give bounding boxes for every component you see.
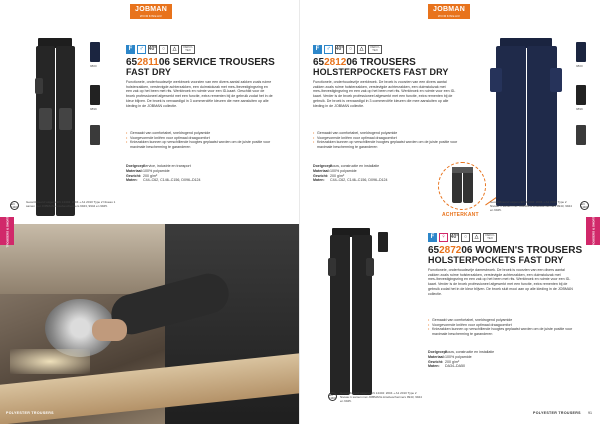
thumb-black[interactable] [576, 85, 586, 105]
certification-note: Gecertificeerd volgens EN 14404: 2004 + A1 2010 Type 2 Niveau 1 samen met JOBMANs kniebeschermers 9943, 9944 en 9945. [490, 200, 572, 212]
wash-icon: 40° [335, 46, 344, 52]
product-description: Functionele, onderhoudsvrije werkbroek voorzien van een divers aantal zakken zoals ruime holsterzakken, verstevigde achterzakken, een duimstokzak met mes-/bevestigingsring en een zak op het been met rits. Werkbroek en ruimte voor een ID-kaart. Geschikt voor de broek professioneel afgewerkt met een functie, extra rementen bij de gebruik zodat het in de kleur blijven. De broek is vervaardigd in 3 commerciële kleuren die mee aansluiten op alle kleding in de JOBMAN collectie. [126, 80, 273, 108]
brand-name: JOBMAN [433, 6, 466, 13]
certificate-icon: OEKO-TEX [368, 45, 382, 54]
list-item: • Voorgevormde kniëen voor optimaal draagcomfort [313, 136, 459, 141]
back-view-image [438, 162, 486, 210]
list-item: • Gemaakt van comfortabel, sneldrogend polyamide [428, 318, 574, 323]
spec-row: Doelgroep: Bouw, constructie en installatie [428, 350, 495, 354]
spec-table [428, 350, 494, 369]
footer-section-right: POLYESTER TROUSERS [533, 411, 581, 415]
thumb-label: 9800 [90, 64, 97, 68]
product-image-service-trousers [32, 38, 78, 216]
male-icon: ♂ [137, 45, 146, 54]
thumb-navy[interactable] [90, 42, 100, 62]
spec-table [313, 164, 388, 183]
spec-row: Gewicht: 200 g/m² [126, 173, 158, 178]
dry-icon: ○ [159, 45, 168, 54]
fabric-icon: F [428, 233, 437, 242]
feature-list [428, 318, 574, 337]
feature-icons [313, 44, 382, 54]
thumb-label: 9899 [90, 107, 97, 111]
list-item: • Kniezakken kunnen op verschillende hoogtes geplaatst worden om de juiste positie voor maximale bescherming te garanderen [428, 327, 574, 336]
spec-row: Materiaal: 100% polyamide [313, 168, 357, 173]
thumb-grey[interactable] [90, 125, 100, 145]
work-photo [0, 224, 300, 424]
product-subtitle: HOLSTERPOCKETS FAST DRY [428, 255, 564, 265]
male-icon: ♂ [324, 45, 333, 54]
spec-row: Maten: C44–C62, C146–C156, D096–D124 [313, 178, 388, 183]
spec-row: Gewicht: 200 g/m² [428, 359, 460, 364]
spec-row: Doelgroep: Bouw, constructie en installatie [313, 164, 380, 168]
feature-icons [428, 232, 497, 242]
certificate-icon: OEKO-TEX [181, 45, 195, 54]
product-code: 65281206 TROUSERS [313, 57, 416, 68]
section-tab-right[interactable]: TROUSERS & SHORTS [586, 217, 600, 245]
back-view-label: ACHTERKANT [442, 212, 479, 218]
wash-icon: 40° [148, 46, 157, 52]
thumb-label: 9800 [576, 64, 583, 68]
product-subtitle: FAST DRY [126, 67, 171, 77]
spec-row: Materiaal: 100% polyamide [126, 168, 170, 173]
product-description: Functionele, onderhoudsvrije damesbroek. De broek is voorzien van een divers aantal zakken zoals ruime holsterzakken, verstevigde achterzakken, een duimstokzak met mes-/bevestigingsring en een zak op het been met rits. Werkbroek en ruimte voor een ID-kaart. Verder is de broek professioneel afgewerkt met een functie, extra rementen bij de gebruik zodat het in de kleur blijven. De broek sluit mooi aan op alle kleding in de JOBMAN collectie. [428, 268, 573, 296]
spec-row: Doelgroep: Service, industrie en transport [126, 164, 191, 168]
section-tab-left[interactable]: TROUSERS & SHORTS [0, 217, 14, 245]
iron-icon: △ [472, 233, 481, 242]
list-item: • Voorgevormde kniëen voor optimaal draagcomfort [126, 136, 274, 141]
brand-tagline: WORKWEAR [437, 14, 461, 18]
female-icon: ♀ [439, 233, 448, 242]
product-description: Functionele, onderhoudsvrije werkbroek. De broek is voorzien van een divers aantal zakken zoals ruime holsterzakken, verstevigde achterzakken, een duimstokzak met mes-/bevestigingsring en een zak op het been met rits. Werkbroek en ruimte voor een ID-kaart. Verder is de broek professioneel afgewerkt met een functie, extra rementen bij de gebruik. De broek is vervaardigd in 3 commerciële kleuren die mee aansluiten op alle kleding in de JOBMAN collectie. [313, 80, 456, 108]
thumb-black[interactable] [90, 85, 100, 105]
spec-table [126, 164, 201, 183]
thumb-label: 9899 [576, 107, 583, 111]
list-item: • Kniezakken kunnen op verschillende hoogtes geplaatst worden om de juiste positie voor maximale bescherming te garanderen [313, 140, 459, 149]
product-code: 65281106 SERVICE TROUSERS [126, 57, 275, 68]
thumb-grey[interactable] [576, 125, 586, 145]
en14404-logo: EN 14404 [580, 202, 589, 209]
fabric-icon: F [126, 45, 135, 54]
page-number-right: 91 [588, 411, 592, 415]
thumb-black[interactable] [378, 232, 388, 252]
feature-list [313, 131, 459, 150]
brand-tagline: WORKWEAR [139, 14, 163, 18]
brand-logo [130, 4, 172, 19]
iron-icon: △ [170, 45, 179, 54]
certification-note: Gecertificeerd volgens EN 14404: 2004 + A1 2010 Type 2 Niveau 1 samen met JOBMANs kniebeschermers 9943, 9944 en 9945. [340, 391, 422, 403]
spec-row: Gewicht: 200 g/m² [313, 173, 345, 178]
product-image-holster-trousers [490, 38, 562, 206]
spec-row: Maten: DA34–DA50 [428, 364, 465, 369]
product-code: 65287206 WOMEN'S TROUSERS [428, 245, 583, 256]
thumb-navy[interactable] [576, 42, 586, 62]
dry-icon: ○ [346, 45, 355, 54]
certification-note: Gecertificeerd volgens EN 14404: 2004 + A1 2010 Type 2 Niveau 1 samen met JOBMANs kniebeschermers 9943, 9944 en 9945. [26, 200, 116, 208]
product-subtitle: HOLSTERPOCKETS FAST DRY [313, 67, 449, 77]
en14404-logo: EN 14404 [10, 202, 19, 209]
spec-row: Maten: C44–C62, C146–C156, D096–D124 [126, 178, 201, 183]
certificate-icon: OEKO-TEX [483, 233, 497, 242]
wash-icon: 40° [450, 234, 459, 240]
list-item: • Voorgevormde kniëen voor optimaal draagcomfort [428, 323, 574, 328]
right-page [300, 0, 600, 424]
en14404-logo: EN 14404 [328, 393, 337, 400]
list-item: • Kniezakken kunnen op verschillende hoogtes geplaatst worden om de juiste positie voor maximale bescherming te garanderen [126, 140, 274, 149]
product-image-womens-trousers [326, 228, 376, 398]
feature-icons [126, 44, 195, 54]
footer-section-left: POLYESTER TROUSERS [6, 411, 54, 415]
iron-icon: △ [357, 45, 366, 54]
brand-name: JOBMAN [135, 6, 168, 13]
feature-list [126, 131, 274, 150]
list-item: • Gemaakt van comfortabel, sneldrogend polyamide [313, 131, 459, 136]
dry-icon: ○ [461, 233, 470, 242]
list-item: • Gemaakt van comfortabel, sneldrogend polyamide [126, 131, 274, 136]
spec-row: Materiaal: 100% polyamide [428, 354, 472, 359]
brand-logo [428, 4, 470, 19]
fabric-icon: F [313, 45, 322, 54]
